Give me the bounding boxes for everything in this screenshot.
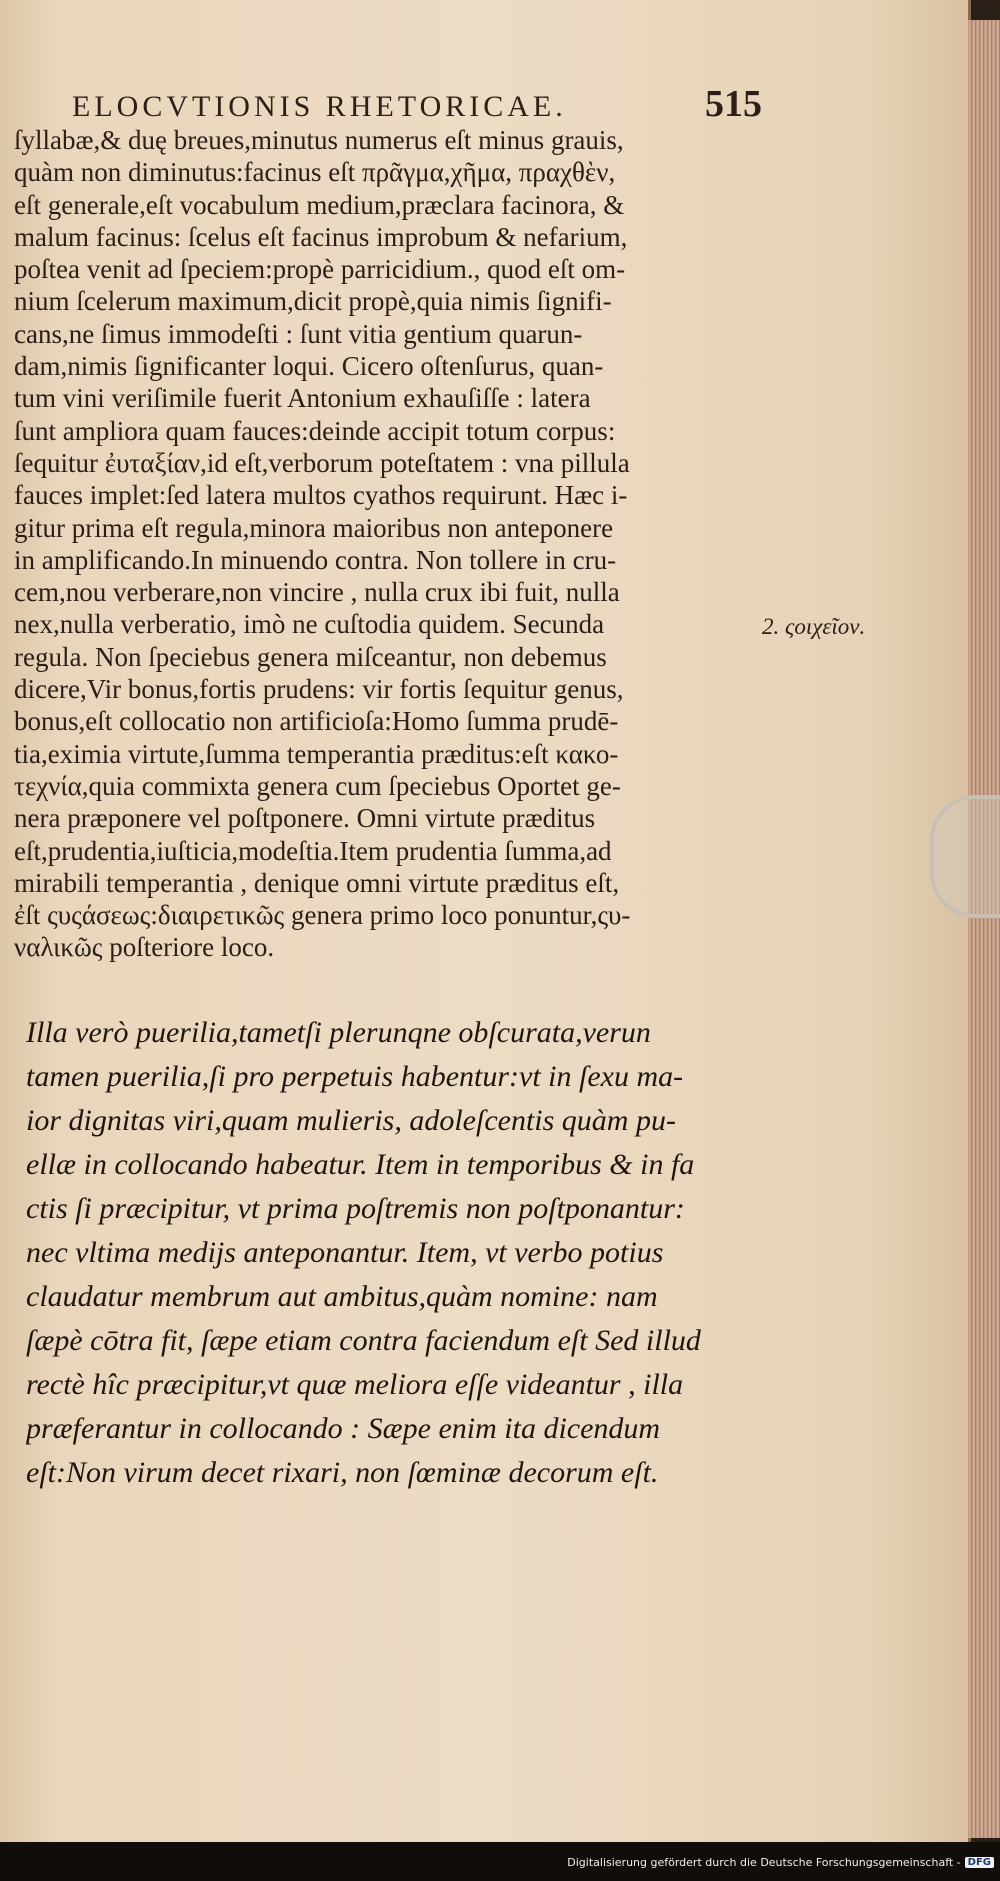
text-line: quàm non diminutus:facinus eſt πρᾶγμα,χῆμα, πραχθὲν, [14,157,616,188]
roman-body-text [14,124,756,964]
text-line: tum vini veriſimile fuerit Antonium exhauſiſſe : latera [14,383,591,414]
text-line: nex,nulla verberatio, imò ne cuſtodia quidem. Secunda [14,609,605,640]
italic-text-line: rectè hîc præcipitur,vt quæ meliora eſſe videantur , illa [26,1368,684,1401]
text-line: gitur prima eſt regula,minora maioribus non anteponere [14,512,614,543]
italic-text-line: ctis ſi præcipitur, vt prima poſtremis non poſtponantur: [26,1192,685,1225]
marginal-note: 2. ςοιχεῖον. [762,614,866,639]
digitization-credit [567,1856,994,1869]
text-line: eſt,prudentia,iuſticia,modeſtia.Item prudentia ſumma,ad [14,835,612,866]
text-line: fauces implet:ſed latera multos cyathos requirunt. Hæc i- [14,480,628,511]
text-line: nera præponere vel poſtponere. Omni virtute præditus [14,803,596,834]
text-line: ναλικῶς poſteriore loco. [14,932,275,963]
italic-text-line: Illa verò puerilia,tametſi plerunqne obſcurata,verun [26,1016,651,1049]
text-line: regula. Non ſpeciebus genera miſceantur, non debemus [14,641,607,672]
text-line: malum facinus: ſcelus eſt facinus improbum & nefarium, [14,221,628,252]
italic-text-line: claudatur membrum aut ambitus,quàm nomine: nam [26,1280,658,1313]
italic-text-line: eſt:Non virum decet rixari, non ſœminæ decorum eſt. [26,1456,659,1489]
italic-text-line: nec vltima medijs anteponantur. Item, vt verbo potius [26,1236,664,1269]
credit-text: Digitalisierung gefördert durch die Deutsche Forschungsgemeinschaft - [567,1856,961,1869]
text-line: ſequitur ἐυταξίαν,id eſt,verborum poteſtatem : vna pillula [14,447,630,478]
book-fore-edge [968,20,1000,1838]
text-line: bonus,eſt collocatio non artificioſa:Homo ſumma prudē- [14,706,619,737]
text-line: cans,ne ſimus immodeſti : ſunt vitia gentium quarun- [14,318,583,349]
text-line: ſyllabæ,& duę breues,minutus numerus eſt minus grauis, [14,125,624,155]
text-line: in amplificando.In minuendo contra. Non tollere in cru- [14,544,617,575]
running-header [72,82,762,126]
italic-body-text [26,1011,761,1495]
italic-text-line: præferantur in collocando : Sæpe enim ita dicendum [26,1412,661,1445]
italic-text-line: ior dignitas viri,quam mulieris, adoleſcentis quàm pu- [26,1104,676,1137]
text-line: cem,nou verberare,non vincire , nulla crux ibi fuit, nulla [14,577,620,608]
text-line: nium ſcelerum maximum,dicit propè,quia nimis ſignifi- [14,286,612,317]
page-number: 515 [705,83,762,125]
text-line: mirabili temperantia , denique omni virtute præditus eſt, [14,867,620,898]
text-line: ἐſt ςυςάσεως:διαιρετικῶς genera primo loco ponuntur,ςυ- [14,900,631,931]
italic-text-line: tamen puerilia,ſi pro perpetuis habentur:vt in ſexu ma- [26,1060,684,1093]
running-title: ELOCVTIONIS RHETORICAE. [72,90,567,123]
text-line: ſunt ampliora quam fauces:deinde accipit totum corpus: [14,415,616,446]
dfg-logo: DFG [965,1857,994,1868]
text-line: dam,nimis ſignificanter loqui. Cicero oſtenſurus, quan- [14,351,604,382]
text-line: poſtea venit ad ſpeciem:propè parricidium., quod eſt om- [14,254,626,285]
text-line: eſt generale,eſt vocabulum medium,præclara facinora, & [14,189,625,220]
book-clasp [930,795,1000,918]
text-line: τεχνία,quia commixta genera cum ſpeciebus Oportet ge- [14,770,621,801]
text-line: dicere,Vir bonus,fortis prudens: vir fortis ſequitur genus, [14,674,624,705]
italic-text-line: ſæpè cōtra fit, ſæpe etiam contra faciendum eſt Sed illud [26,1324,701,1357]
italic-text-line: ellæ in collocando habeatur. Item in temporibus & in fa [26,1148,695,1181]
text-line: tia,eximia virtute,ſumma temperantia præditus:eſt κακο- [14,738,619,769]
